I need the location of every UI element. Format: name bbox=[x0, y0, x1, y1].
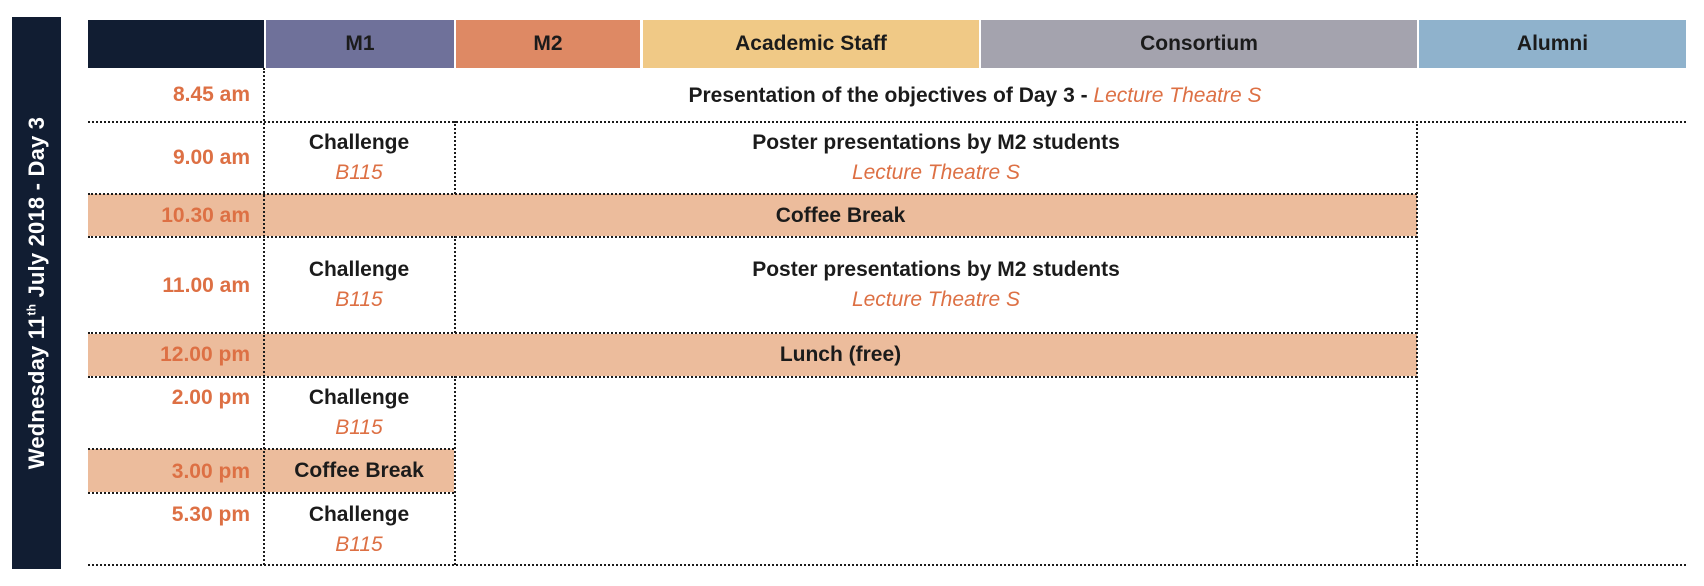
m1-challenge-session bbox=[264, 128, 454, 188]
session-room: B115 bbox=[335, 288, 383, 311]
session-title: Challenge bbox=[308, 386, 410, 409]
header-academic-staff: Academic Staff bbox=[643, 20, 979, 68]
m1-challenge-session bbox=[264, 255, 454, 315]
day-label-band bbox=[12, 17, 61, 569]
time-label: 8.45 am bbox=[172, 83, 250, 106]
session-title: Challenge bbox=[308, 258, 410, 281]
session-room: Lecture Theatre S bbox=[851, 161, 1021, 184]
session-room: Lecture Theatre S bbox=[1093, 84, 1262, 107]
header-m1: M1 bbox=[266, 20, 454, 68]
m1-coffee-break-session bbox=[264, 456, 454, 486]
row-divider bbox=[88, 332, 1417, 334]
lunch-session bbox=[264, 340, 1417, 370]
time-label: 9.00 am bbox=[172, 146, 250, 169]
row-divider bbox=[88, 564, 1686, 566]
day-label bbox=[24, 117, 50, 469]
session-title: Poster presentations by M2 students bbox=[752, 131, 1120, 154]
day-label-main: Wednesday 11 bbox=[23, 315, 49, 470]
row-divider bbox=[88, 121, 1686, 123]
session-room: B115 bbox=[335, 161, 383, 184]
row-divider bbox=[88, 236, 1417, 238]
time-label: 12.00 pm bbox=[160, 343, 250, 366]
session-title: Lunch (free) bbox=[779, 343, 902, 366]
time-label: 10.30 am bbox=[161, 204, 250, 227]
time-label: 3.00 pm bbox=[171, 460, 250, 483]
day-label-rest: July 2018 - Day 3 bbox=[23, 116, 49, 304]
session-room: B115 bbox=[335, 416, 383, 439]
row-divider bbox=[88, 376, 1417, 378]
session-title: Coffee Break bbox=[775, 204, 906, 227]
header-consortium: Consortium bbox=[981, 20, 1417, 68]
day-label-ordinal: th bbox=[24, 303, 39, 316]
session-title: Poster presentations by M2 students bbox=[752, 258, 1120, 281]
time-label: 11.00 am bbox=[162, 274, 250, 297]
m1-challenge-session bbox=[264, 500, 454, 560]
session-title: Coffee Break bbox=[294, 459, 424, 482]
objectives-session bbox=[264, 81, 1686, 111]
poster-session bbox=[456, 128, 1416, 188]
header-m2: M2 bbox=[456, 20, 640, 68]
header-alumni: Alumni bbox=[1419, 20, 1686, 68]
header-blank-cell bbox=[88, 20, 264, 68]
m1-challenge-session bbox=[264, 383, 454, 443]
session-title: Challenge bbox=[308, 131, 410, 154]
session-title: Challenge bbox=[308, 503, 410, 526]
column-divider bbox=[454, 376, 456, 565]
row-divider bbox=[88, 448, 454, 450]
session-room: Lecture Theatre S bbox=[851, 288, 1021, 311]
row-divider bbox=[88, 492, 454, 494]
time-label: 2.00 pm bbox=[171, 386, 250, 409]
session-title: Presentation of the objectives of Day 3 - bbox=[688, 84, 1094, 107]
session-room: B115 bbox=[335, 533, 383, 556]
time-label: 5.30 pm bbox=[171, 503, 250, 526]
coffee-break-session bbox=[264, 201, 1417, 231]
row-divider bbox=[88, 193, 1417, 195]
poster-session bbox=[456, 255, 1416, 315]
